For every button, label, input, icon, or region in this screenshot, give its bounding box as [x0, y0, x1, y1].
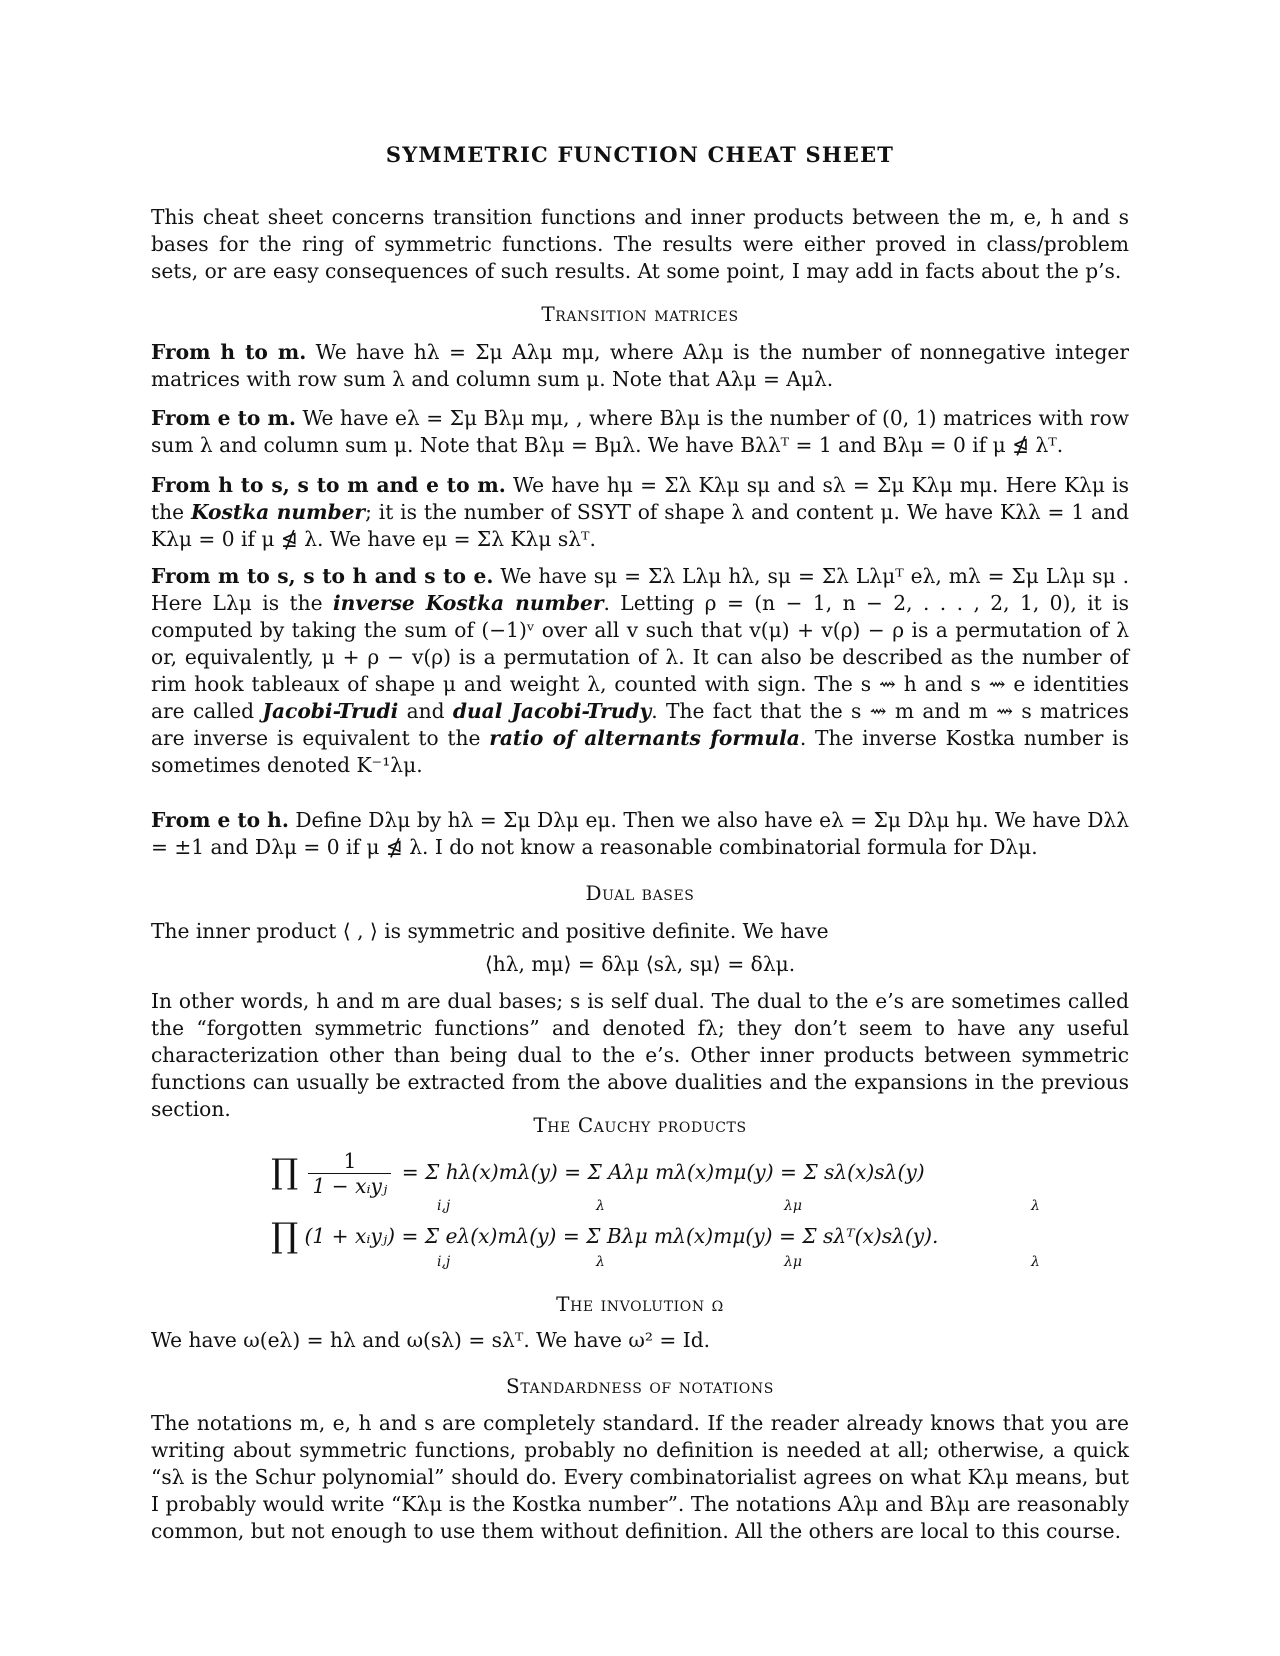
intro-paragraph: This cheat sheet concerns transition functions and inner products between the m, e, h and s bases for the ring of symmetric functions. The results were either proved in class/problem sets, or are easy consequences of such results. At some point, I may add in facts about the p’s. [151, 205, 1129, 283]
index-lambda-2a: λ [596, 1254, 605, 1270]
cauchy-equation-1 [271, 1148, 925, 1198]
body-m-to-s-d: . The fact that the s ⇝ m and m ⇝ s matrices are inverse is equivalent to the [151, 699, 1130, 750]
fraction-numerator: 1 [308, 1149, 391, 1174]
body-m-to-s-a: We have sμ = Σλ Lλμ hλ, sμ = Σλ Lλμᵀ eλ, mλ = Σμ Lλμ sμ . Here Lλμ is the [151, 564, 1130, 615]
heading-transition-matrices: Transition matrices [541, 302, 739, 326]
page-title: SYMMETRIC FUNCTION CHEAT SHEET [385, 142, 895, 167]
para-e-to-m [151, 405, 1129, 459]
index-lambda-1a: λ [596, 1198, 605, 1214]
dual-lead: The inner product ⟨ , ⟩ is symmetric and positive definite. We have [151, 919, 829, 943]
term-jacobi-trudi: Jacobi-Trudi [262, 699, 399, 723]
para-h-to-s [151, 472, 1129, 553]
body-h-to-s-a: We have hμ = Σλ Kλμ sμ and sλ = Σμ Kλμ mμ. Here Kλμ is the [151, 473, 1129, 524]
body-m-to-s-c: and [406, 699, 445, 723]
body-h-to-s-b: ; it is the number of SSYT of shape λ and content μ. We have Kλλ = 1 and Kλμ = 0 if μ ⋬ λ. We have eμ = Σλ Kλμ sλᵀ. [151, 500, 1129, 551]
lead-h-to-m: From h to m. [151, 340, 307, 364]
index-lambda-mu-2: λμ [784, 1254, 802, 1270]
para-e-to-h [151, 807, 1129, 861]
para-m-to-s [151, 563, 1129, 779]
notations-paragraph: The notations m, e, h and s are completely standard. If the reader already knows that you are writing about symmetric functions, probably no definition is needed at all; otherwise, a quick “sλ is the Schur polynomial” should do. Every combinatorialist agrees on what Kλμ means, but I probably would write “Kλμ is the Kostka number”. The notations Aλμ and Bλμ are reasonably common, but not enough to use them without definition. All the others are local to this course. [151, 1411, 1129, 1543]
cauchy-rhs-1: = Σ hλ(x)mλ(y) = Σ Aλμ mλ(x)mμ(y) = Σ sλ(x)sλ(y) [401, 1160, 925, 1184]
index-ij-1: i,j [437, 1198, 451, 1214]
lead-h-to-s: From h to s, s to m and e to m. [151, 473, 506, 497]
product-symbol: ∏ [271, 1152, 299, 1192]
index-ij-2: i,j [437, 1254, 451, 1270]
product-symbol-2: ∏ [271, 1216, 299, 1256]
heading-standardness: Standardness of notations [506, 1374, 774, 1398]
index-lambda-1b: λ [1031, 1198, 1040, 1214]
involution-paragraph: We have ω(eλ) = hλ and ω(sλ) = sλᵀ. We have ω² = Id. [151, 1328, 711, 1352]
cauchy-fraction [308, 1149, 391, 1198]
fraction-denominator: 1 − xᵢyⱼ [312, 1174, 388, 1198]
body-e-to-h: Define Dλμ by hλ = Σμ Dλμ eμ. Then we also have eλ = Σμ Dλμ hμ. We have Dλλ = ±1 and Dλμ = 0 if μ ⋬ λ. I do not know a reasonable combinatorial formula for Dλμ. [151, 808, 1129, 859]
heading-cauchy-products: The Cauchy products [533, 1113, 747, 1137]
term-inverse-kostka: inverse Kostka number [333, 591, 604, 615]
term-ratio-of-alternants: ratio of alternants formula [489, 726, 800, 750]
term-kostka-number: Kostka number [190, 500, 366, 524]
lead-e-to-m: From e to m. [151, 406, 296, 430]
body-m-to-s-e: . The inverse Kostka number is sometimes denoted K⁻¹λμ. [151, 726, 1129, 777]
dual-equation: ⟨hλ, mμ⟩ = δλμ ⟨sλ, sμ⟩ = δλμ. [484, 952, 796, 976]
heading-dual-bases: Dual bases [585, 881, 695, 905]
index-lambda-mu-1: λμ [784, 1198, 802, 1214]
index-lambda-2b: λ [1031, 1254, 1040, 1270]
term-dual-jacobi-trudy: dual Jacobi-Trudy [452, 699, 652, 723]
body-h-to-m: We have hλ = Σμ Aλμ mμ, where Aλμ is the number of nonnegative integer matrices with row sum λ and column sum μ. Note that Aλμ = Aμλ. [151, 340, 1129, 391]
cauchy-rhs-2: = Σ eλ(x)mλ(y) = Σ Bλμ mλ(x)mμ(y) = Σ sλᵀ(x)sλ(y). [401, 1224, 939, 1248]
body-m-to-s-b: . Letting ρ = (n − 1, n − 2, . . . , 2, 1, 0), it is computed by taking the sum of (−1)ᵛ over all v such that v(μ) + v(ρ) − ρ is a permutation of λ or, equivalently, μ + ρ − v(ρ) is a permutation of λ. It can also be described as the number of rim hook tableaux of shape μ and weight λ, counted with sign. The s ⇝ h and s ⇝ e identities are called [151, 591, 1129, 723]
lead-m-to-s: From m to s, s to h and s to e. [151, 564, 494, 588]
cauchy-equation-2 [271, 1212, 939, 1256]
heading-involution: The involution ω [556, 1292, 724, 1316]
dual-paragraph: In other words, h and m are dual bases; s is self dual. The dual to the e’s are sometimes called the “forgotten symmetric functions” and denoted fλ; they don’t seem to have any useful characterization other than being dual to the e’s. Other inner products between symmetric functions can usually be extracted from the above dualities and the expansions in the previous section. [151, 989, 1129, 1121]
body-e-to-m: We have eλ = Σμ Bλμ mμ, , where Bλμ is the number of (0, 1) matrices with row sum λ and column sum μ. Note that Bλμ = Bμλ. We have Bλλᵀ = 1 and Bλμ = 0 if μ ⋬ λᵀ. [151, 406, 1129, 457]
cauchy-lhs-2: (1 + xᵢyⱼ) [304, 1224, 396, 1248]
lead-e-to-h: From e to h. [151, 808, 289, 832]
para-h-to-m [151, 339, 1129, 393]
